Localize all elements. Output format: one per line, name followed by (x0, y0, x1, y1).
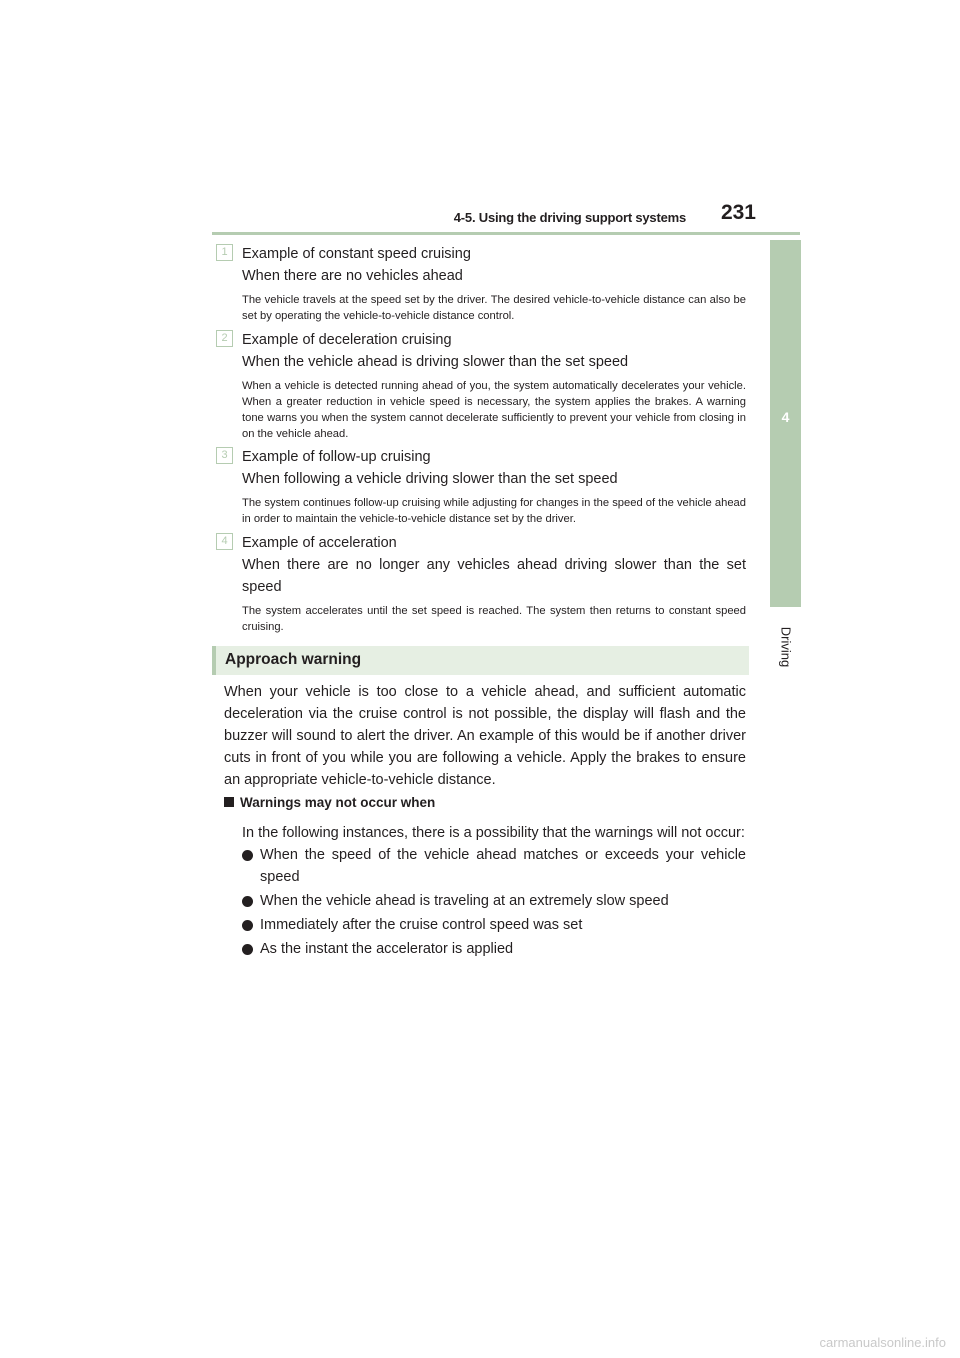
section-paragraph: When your vehicle is too close to a vehicle ahead, and sufficient automatic deceleration via the cruise control is not possible, the display will flash and the buzzer will sound to alert the driver. An example of this would be if another driver cuts in front of you while you are following a vehicle. Apply the brakes to ensure an appropriate vehicle-to-vehicle distance. (224, 684, 746, 788)
item-description: The system accelerates until the set speed is reached. The system then returns to constant speed cruising. (242, 605, 746, 633)
bullet-text: As the instant the accelerator is applied (260, 941, 514, 957)
list-item (216, 532, 746, 635)
list-item (216, 446, 746, 527)
list-item (242, 938, 746, 960)
item-subtitle: When the vehicle ahead is driving slower than the set speed (242, 354, 629, 370)
item-subtitle: When there are no longer any vehicles ahead driving slower than the set speed (242, 557, 746, 595)
page-header (212, 196, 800, 235)
number-badge: 3 (216, 447, 233, 464)
chapter-label: Driving (778, 626, 794, 668)
watermark: carmanualsonline.info (819, 1335, 946, 1350)
chapter-tab (770, 240, 801, 607)
item-title: Example of constant speed cruising (242, 246, 471, 262)
subheading-text: Warnings may not occur when (240, 795, 436, 810)
item-description: When a vehicle is detected running ahead of you, the system automatically decelerates your vehicle. When a greater reduction in vehicle speed is necessary, the system applies the brakes. A warning tone warns you when the system cannot decelerate sufficiently to prevent your vehicle from closing in on the vehicle ahead. (242, 380, 746, 440)
chapter-number: 4 (781, 409, 790, 425)
number-badge: 1 (216, 244, 233, 261)
bullet-dot-icon (242, 896, 253, 907)
bullet-text: When the vehicle ahead is traveling at an extremely slow speed (260, 893, 669, 909)
item-subtitle: When following a vehicle driving slower than the set speed (242, 471, 618, 487)
warnings-intro: In the following instances, there is a possibility that the warnings will not occur: (242, 825, 745, 841)
subheading (224, 795, 746, 810)
section-title: Approach warning (225, 651, 362, 668)
item-description: The vehicle travels at the speed set by the driver. The desired vehicle-to-vehicle distance can also be set by operating the vehicle-to-vehicle distance control. (242, 294, 746, 322)
page-number: 231 (720, 201, 756, 224)
chapter-label-box (769, 617, 803, 677)
bullet-dot-icon (242, 850, 253, 861)
list-item (242, 914, 746, 936)
item-title: Example of deceleration cruising (242, 332, 452, 348)
number-badge: 2 (216, 330, 233, 347)
bullet-text: When the speed of the vehicle ahead matches or exceeds your vehicle speed (260, 847, 746, 885)
item-title: Example of follow-up cruising (242, 449, 431, 465)
bullet-dot-icon (242, 920, 253, 931)
bullet-list (242, 844, 746, 962)
list-item (216, 329, 746, 442)
section-heading: 4-5. Using the driving support systems (453, 210, 686, 225)
square-bullet-icon (224, 797, 234, 807)
item-description: The system continues follow-up cruising while adjusting for changes in the speed of the vehicle ahead in order to maintain the vehicle-to-vehicle distance set by the driver. (242, 497, 746, 525)
item-title: Example of acceleration (242, 535, 397, 551)
item-subtitle: When there are no vehicles ahead (242, 268, 463, 284)
number-badge: 4 (216, 533, 233, 550)
list-item (216, 243, 746, 324)
list-item (242, 844, 746, 888)
bullet-text: Immediately after the cruise control speed was set (260, 917, 583, 933)
bullet-dot-icon (242, 944, 253, 955)
section-header (212, 646, 749, 675)
list-item (242, 890, 746, 912)
